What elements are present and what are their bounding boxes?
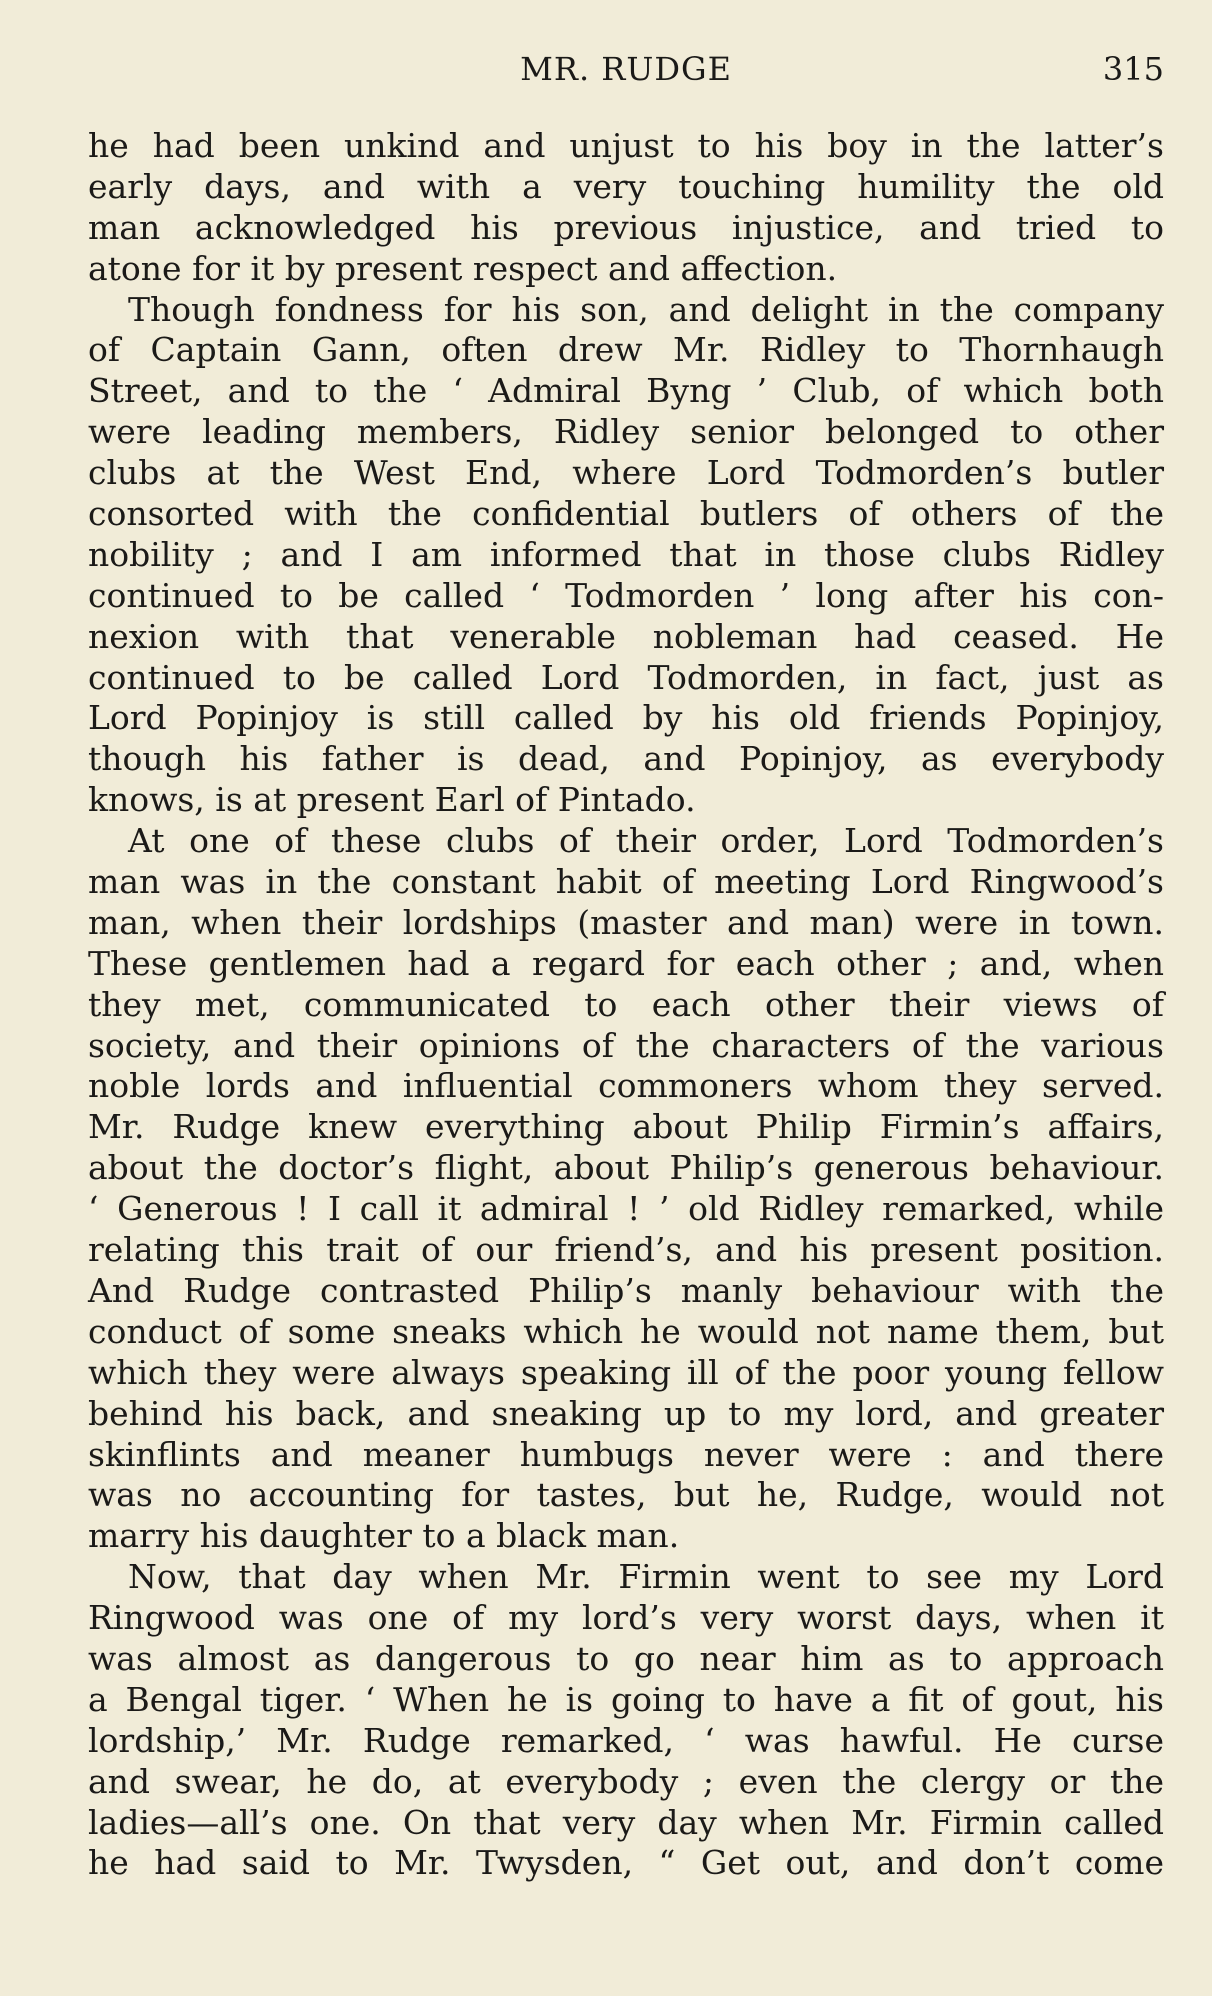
text-line: early days, and with a very touching humility the old bbox=[88, 166, 1164, 206]
text-line: noble lords and influential commoners whom they served. bbox=[88, 1066, 1164, 1106]
page-number: 315 bbox=[1102, 50, 1164, 88]
text-line: which they were always speaking ill of the poor young fellow bbox=[88, 1352, 1164, 1392]
running-title: MR. RUDGE bbox=[520, 50, 732, 88]
text-line: were leading members, Ridley senior belonged to other bbox=[88, 412, 1164, 452]
running-head bbox=[88, 44, 1164, 94]
text-line: lordship,’ Mr. Rudge remarked, ‘ was hawful. He curse bbox=[88, 1720, 1164, 1760]
text-line: skinflints and meaner humbugs never were : and there bbox=[88, 1434, 1164, 1474]
text-line: continued to be called Lord Todmorden, in fact, just as bbox=[88, 657, 1164, 697]
text-line: was no accounting for tastes, but he, Rudge, would not bbox=[88, 1475, 1164, 1515]
text-line: Though fondness for his son, and delight in the company bbox=[128, 289, 1164, 329]
text-line: he had been unkind and unjust to his boy in the latter’s bbox=[88, 126, 1164, 165]
text-line: nexion with that venerable nobleman had ceased. He bbox=[88, 616, 1164, 656]
text-line: And Rudge contrasted Philip’s manly behaviour with the bbox=[88, 1270, 1164, 1310]
text-line: man acknowledged his previous injustice, and tried to bbox=[88, 207, 1164, 247]
text-line: relating this trait of our friend’s, and his present position. bbox=[88, 1230, 1164, 1270]
text-line: he had said to Mr. Twysden, “ Get out, and don’t come bbox=[88, 1843, 1164, 1883]
text-line: At one of these clubs of their order, Lord Todmorden’s bbox=[128, 821, 1164, 861]
text-line: Ringwood was one of my lord’s very worst days, when it bbox=[88, 1598, 1164, 1638]
text-line: Lord Popinjoy is still called by his old friends Popinjoy, bbox=[88, 698, 1164, 738]
text-line: society, and their opinions of the characters of the various bbox=[88, 1025, 1164, 1065]
text-line: continued to be called ‘ Todmorden ’ long after his con- bbox=[88, 575, 1164, 615]
text-line: knows, is at present Earl of Pintado. bbox=[88, 780, 696, 820]
text-line: a Bengal tiger. ‘ When he is going to have a fit of gout, his bbox=[88, 1679, 1164, 1719]
body-text bbox=[88, 126, 1164, 1884]
text-line: Mr. Rudge knew everything about Philip Firmin’s affairs, bbox=[88, 1107, 1164, 1147]
text-line: clubs at the West End, where Lord Todmorden’s butler bbox=[88, 453, 1164, 493]
text-line: conduct of some sneaks which he would not name them, but bbox=[88, 1311, 1164, 1351]
text-line: atone for it by present respect and affection. bbox=[88, 248, 838, 288]
text-line: man, when their lordships (master and man) were in town. bbox=[88, 902, 1164, 942]
text-line: was almost as dangerous to go near him as to approach bbox=[88, 1638, 1164, 1678]
text-line: nobility ; and I am informed that in those clubs Ridley bbox=[88, 534, 1164, 574]
text-line: marry his daughter to a black man. bbox=[88, 1516, 680, 1556]
text-line: and swear, he do, at everybody ; even the clergy or the bbox=[88, 1761, 1164, 1801]
text-line: ‘ Generous ! I call it admiral ! ’ old Ridley remarked, while bbox=[88, 1189, 1164, 1229]
text-line: ladies—all’s one. On that very day when Mr. Firmin called bbox=[88, 1802, 1164, 1842]
text-line: man was in the constant habit of meeting Lord Ringwood’s bbox=[88, 862, 1164, 902]
text-line: though his father is dead, and Popinjoy, as everybody bbox=[88, 739, 1164, 779]
text-line: of Captain Gann, often drew Mr. Ridley to Thornhaugh bbox=[88, 330, 1164, 370]
text-line: about the doctor’s flight, about Philip’s generous behaviour. bbox=[88, 1148, 1164, 1188]
text-line: These gentlemen had a regard for each other ; and, when bbox=[88, 943, 1164, 983]
text-line: Street, and to the ‘ Admiral Byng ’ Club, of which both bbox=[88, 371, 1164, 411]
text-line: behind his back, and sneaking up to my lord, and greater bbox=[88, 1393, 1164, 1433]
text-line: Now, that day when Mr. Firmin went to see my Lord bbox=[128, 1557, 1164, 1597]
text-line: they met, communicated to each other their views of bbox=[88, 984, 1164, 1024]
text-line: consorted with the confidential butlers of others of the bbox=[88, 494, 1164, 534]
